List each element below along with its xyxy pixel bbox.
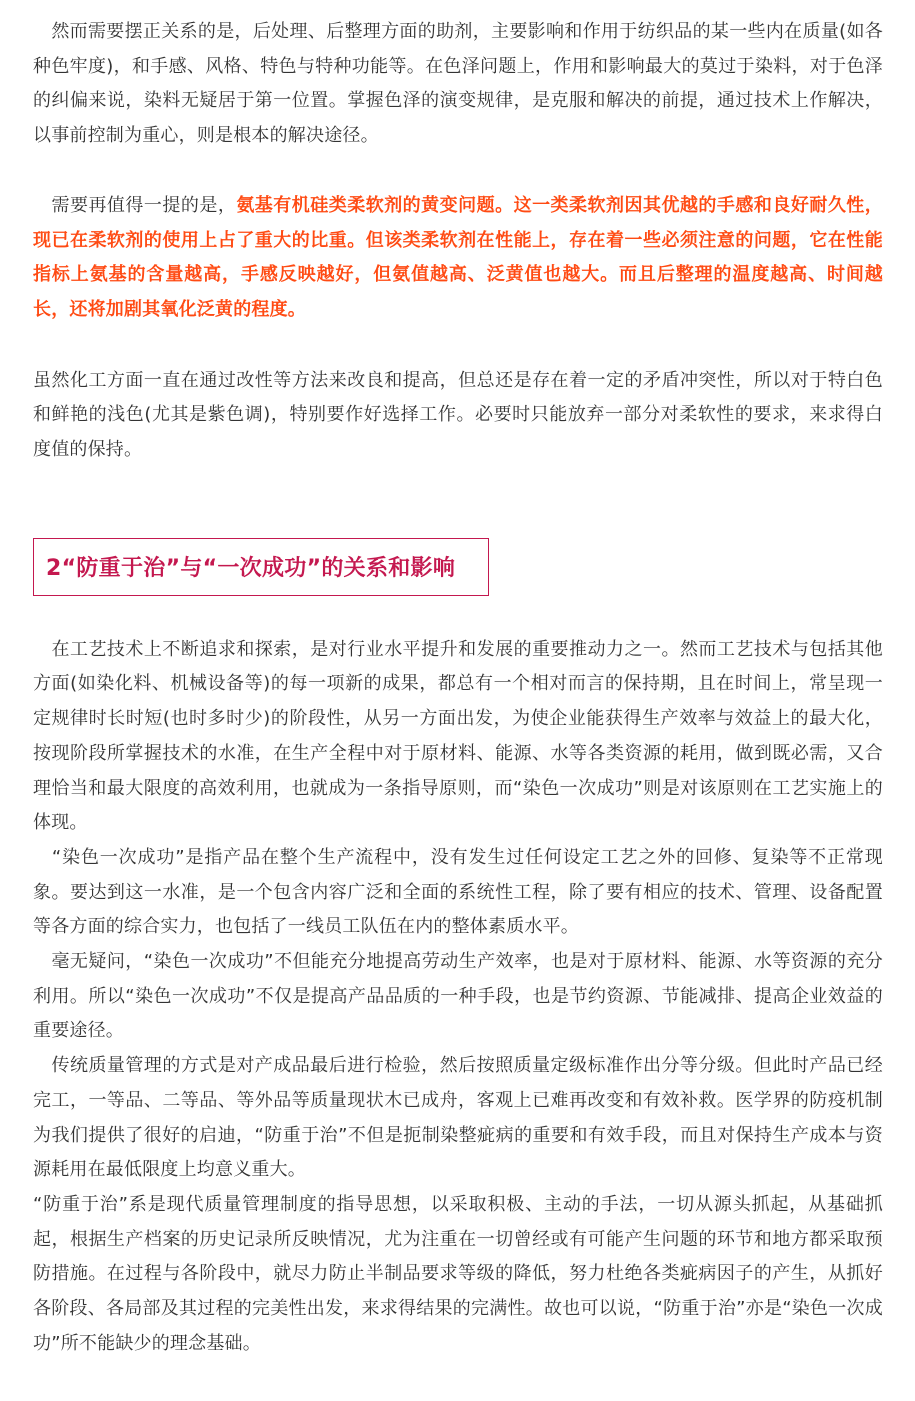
- section-paragraph-1: [33, 633, 883, 841]
- spacer: [33, 468, 883, 538]
- spacer: [33, 596, 883, 633]
- section-heading: 2“防重于治”与“一次成功”的关系和影响: [33, 538, 489, 596]
- spacer: [33, 154, 883, 189]
- spacer: [33, 328, 883, 364]
- indent: [33, 951, 51, 972]
- section-paragraph-4: [33, 1049, 883, 1188]
- section-paragraph-2-text: “染色一次成功”是指产品在整个生产流程中，没有发生过任何设定工艺之外的回修、复染等不正常现象。要达到这一水准，是一个包含内容广泛和全面的系统性工程，除了要有相应的技术、管理、设备配置等各方面的综合实力，也包括了一线员工队伍在内的整体素质水平。: [33, 846, 883, 938]
- intro-paragraph-1-text: 然而需要摆正关系的是，后处理、后整理方面的助剂，主要影响和作用于纺织品的某一些内在质量(如各种色牢度)，和手感、风格、特色与特种功能等。在色泽问题上，作用和影响最大的莫过于染料，对于色泽的纠偏来说，染料无疑居于第一位置。掌握色泽的演变规律，是克服和解决的前提，通过技术上作解决，以事前控制为重心，则是根本的解决途径。: [33, 21, 884, 147]
- intro-paragraph-3: 虽然化工方面一直在通过改性等方法来改良和提高，但总还是存在着一定的矛盾冲突性，所以对于特白色和鲜艳的浅色(尤其是紫色调)，特别要作好选择工作。必要时只能放弃一部分对柔软性的要求，来求得白度值的保持。: [33, 369, 883, 461]
- section-paragraph-2: [33, 841, 883, 945]
- intro-paragraph-2: [33, 189, 883, 328]
- indent: [33, 847, 52, 868]
- section-paragraph-5: “防重于治”系是现代质量管理制度的指导思想，以采取积极、主动的手法，一切从源头抓起，从基础抓起，根据生产档案的历史记录所反映情况，尤为注重在一切曾经或有可能产生问题的环节和地方都采取预防措施。在过程与各阶段中，就尽力防止半制品要求等级的降低，努力杜绝各类疵病因子的产生，从抓好各阶段、各局部及其过程的完美性出发，来求得结果的完满性。故也可以说，“防重于治”亦是“染色一次成功”所不能缺少的理念基础。: [33, 1193, 883, 1354]
- section-paragraph-3-text: 毫无疑问，“染色一次成功”不但能充分地提高劳动生产效率，也是对于原材料、能源、水等资源的充分利用。所以“染色一次成功”不仅是提高产品品质的一种手段，也是节约资源、节能减排、提高企业效益的重要途径。: [33, 951, 883, 1042]
- section-paragraph-4-text: 传统质量管理的方式是对产成品最后进行检验，然后按照质量定级标准作出分等分级。但此时产品已经完工，一等品、二等品、等外品等质量现状木已成舟，客观上已难再改变和有效补救。医学界的防疫机制为我们提供了很好的启迪，“防重于治”不但是扼制染整疵病的重要和有效手段，而且对保持生产成本与资源耗用在最低限度上均意义重大。: [33, 1055, 883, 1181]
- indent: [33, 21, 51, 42]
- intro-paragraph-1: [33, 15, 883, 154]
- indent: [33, 195, 51, 216]
- article: [33, 15, 883, 1362]
- section-paragraph-3: [33, 945, 883, 1049]
- section-paragraph-1-text: 在工艺技术上不断追求和探索，是对行业水平提升和发展的重要推动力之一。然而工艺技术与包括其他方面(如染化料、机械设备等)的每一项新的成果，都总有一个相对而言的保持期，且在时间上，常呈现一定规律时长时短(也时多时少)的阶段性，从另一方面出发，为使企业能获得生产效率与效益上的最大化，按现阶段所掌握技术的水准，在生产全程中对于原材料、能源、水等各类资源的耗用，做到既必需，又合理恰当和最大限度的高效利用，也就成为一条指导原则，而“染色一次成功”则是对该原则在工艺实施上的体现。: [33, 638, 883, 834]
- intro-paragraph-2-lead: 需要再值得一提的是，: [51, 194, 237, 216]
- highlighted-text: 氨基有机硅类柔软剂的黄变问题。这一类柔软剂因其优越的手感和良好耐久性，现已在柔软剂的使用上占了重大的比重。但该类柔软剂在性能上，存在着一些必须注意的问题，它在性能指标上氨基的含量越高，手感反映越好，但氨值越高、泛黄值也越大。而且后整理的温度越高、时间越长，还将加剧其氧化泛黄的程度。: [33, 194, 883, 320]
- indent: [33, 1055, 51, 1076]
- indent: [33, 639, 51, 660]
